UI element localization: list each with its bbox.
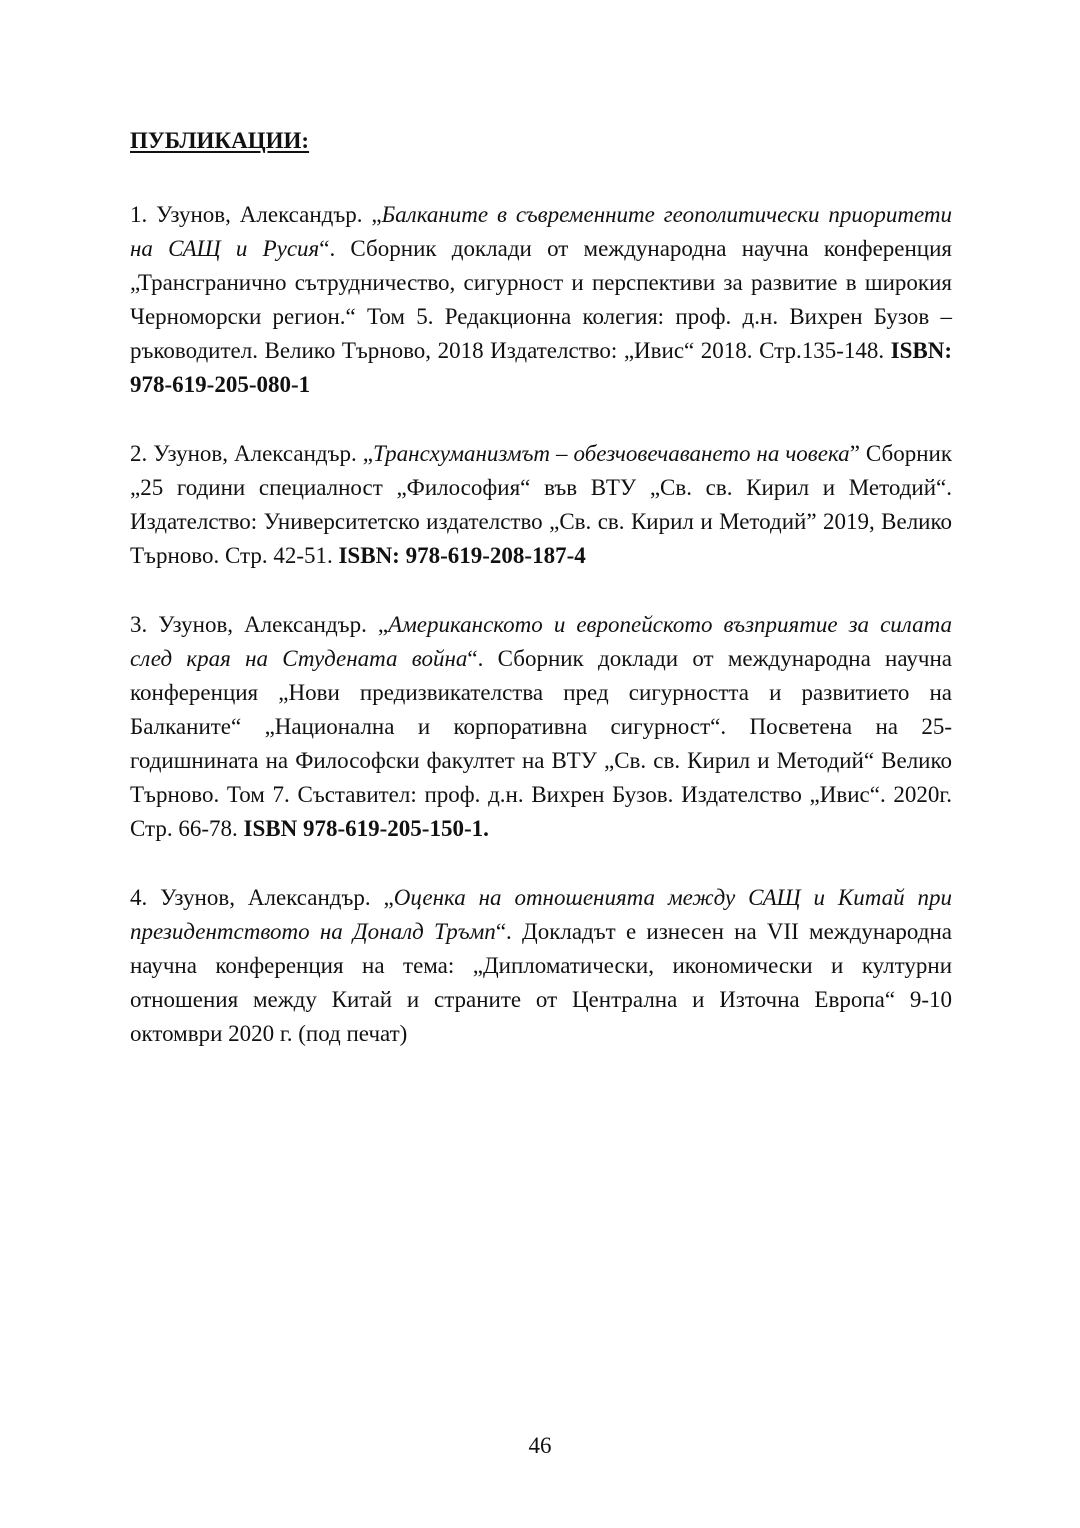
publication-lead: 2. Узунов, Александър. „: [130, 441, 373, 466]
publication-details: “. Сборник доклади от международна научна конференция „Нови предизвикателства пред сигурността и развитието на Балканите“ „Национална и корпоративна сигурност“. Посветена на 25-годишнината на Философски факултет на ВТУ „Св. св. Кирил и Методий“ Велико Търново. Том 7. Съставител: проф. д.н. Вихрен Бузов. Издателство „Ивис“. 2020г. Стр. 66-78.: [130, 646, 952, 841]
publication-details: ” Сборник „25 години специалност „Философия“ във ВТУ „Св. св. Кирил и Методий“. Издателство: Университетско издателство „Св. св. Кирил и Методий” 2019, Велико Търново. Стр. 42-51.: [130, 441, 952, 568]
publication-entry-2: [130, 437, 952, 573]
publication-isbn: ISBN: 978-619-205-080-1: [130, 338, 952, 397]
publications-list: [130, 198, 952, 1086]
publication-isbn: ISBN 978-619-205-150-1.: [243, 816, 489, 841]
publication-entry-4: [130, 881, 952, 1051]
publication-lead: 4. Узунов, Александър. „: [130, 885, 394, 910]
publication-details: “. Докладът е изнесен на VII международна научна конференция на тема: „Дипломатически, икономически и културни отношения между Китай и страните от Централна и Източна Европа“ 9-10 октомври 2020 г. (под печат): [130, 919, 952, 1046]
publication-title: Оценка на отношенията между САЩ и Китай при президентството на Доналд Тръмп: [130, 885, 952, 944]
publication-title: Трансхуманизмът – обезчовечаването на човека: [372, 441, 850, 466]
publication-lead: 1. Узунов, Александър. „: [130, 202, 382, 227]
page-number: 46: [528, 1433, 552, 1458]
publication-title: Балканите в съвременните геополитически приоритети на САЩ и Русия: [130, 202, 952, 261]
publication-entry-1: [130, 198, 952, 402]
publication-details: “. Сборник доклади от международна научна конференция „Трансгранично сътрудничество, сигурност и перспективи за развитие в широкия Черноморски регион.“ Том 5. Редакционна колегия: проф. д.н. Вихрен Бузов – ръководител. Велико Търново, 2018 Издателство: „Ивис“ 2018. Стр.135-148.: [130, 236, 952, 363]
publication-isbn: ISBN: 978-619-208-187-4: [338, 543, 586, 568]
publication-title: Американското и европейското възприятие за силата след края на Студената война: [130, 612, 952, 671]
publication-lead: 3. Узунов, Александър. „: [130, 612, 389, 637]
publication-entry-3: [130, 608, 952, 846]
section-heading: ПУБЛИКАЦИИ:: [130, 128, 310, 153]
